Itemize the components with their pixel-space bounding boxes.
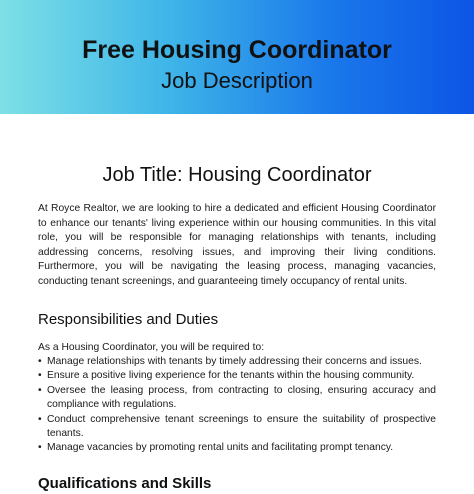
document-title: Free Housing Coordinator — [82, 36, 392, 64]
document-body — [0, 162, 474, 494]
list-item — [38, 384, 436, 413]
list-item-text: Conduct comprehensive tenant screenings to ensure the suitability of prospective tenants. — [47, 413, 436, 439]
responsibilities-lead: As a Housing Coordinator, you will be required to: — [38, 341, 265, 353]
duties-list — [38, 355, 436, 456]
qualifications-heading: Qualifications and Skills — [38, 474, 212, 492]
job-title-heading: Job Title: Housing Coordinator — [102, 164, 372, 186]
bullet-icon: • — [38, 370, 42, 382]
list-item-text: Oversee the leasing process, from contracting to closing, ensuring accuracy and compliance with regulations. — [47, 384, 436, 411]
bullet-icon: • — [38, 413, 42, 425]
list-item — [38, 355, 436, 369]
bullet-icon: • — [38, 355, 42, 367]
list-item — [38, 413, 436, 442]
document-subtitle: Job Description — [161, 68, 313, 93]
intro-paragraph: At Royce Realtor, we are looking to hire a dedicated and efficient Housing Coordinator to enhance our tenants' living experience within our housing communities. In this vital role, you will be responsible for managing relationships with tenants, including addressing concerns, resolving issues, and improving their living conditions. Furthermore, you will be navigating the leasing process, managing vacancies, conducting tenant screenings, and guaranteeing timely occupancy of rental units. — [38, 203, 436, 287]
list-item — [38, 441, 436, 455]
bullet-icon: • — [38, 384, 42, 396]
list-item-text: Manage relationships with tenants by timely addressing their concerns and issues. — [47, 355, 422, 367]
bullet-icon: • — [38, 442, 42, 454]
responsibilities-heading: Responsibilities and Duties — [38, 310, 219, 328]
list-item-text: Manage vacancies by promoting rental units and facilitating prompt tenancy. — [47, 442, 394, 454]
list-item-text: Ensure a positive living experience for the tenants within the housing community. — [47, 370, 415, 382]
header-banner — [0, 0, 474, 114]
list-item — [38, 369, 436, 383]
